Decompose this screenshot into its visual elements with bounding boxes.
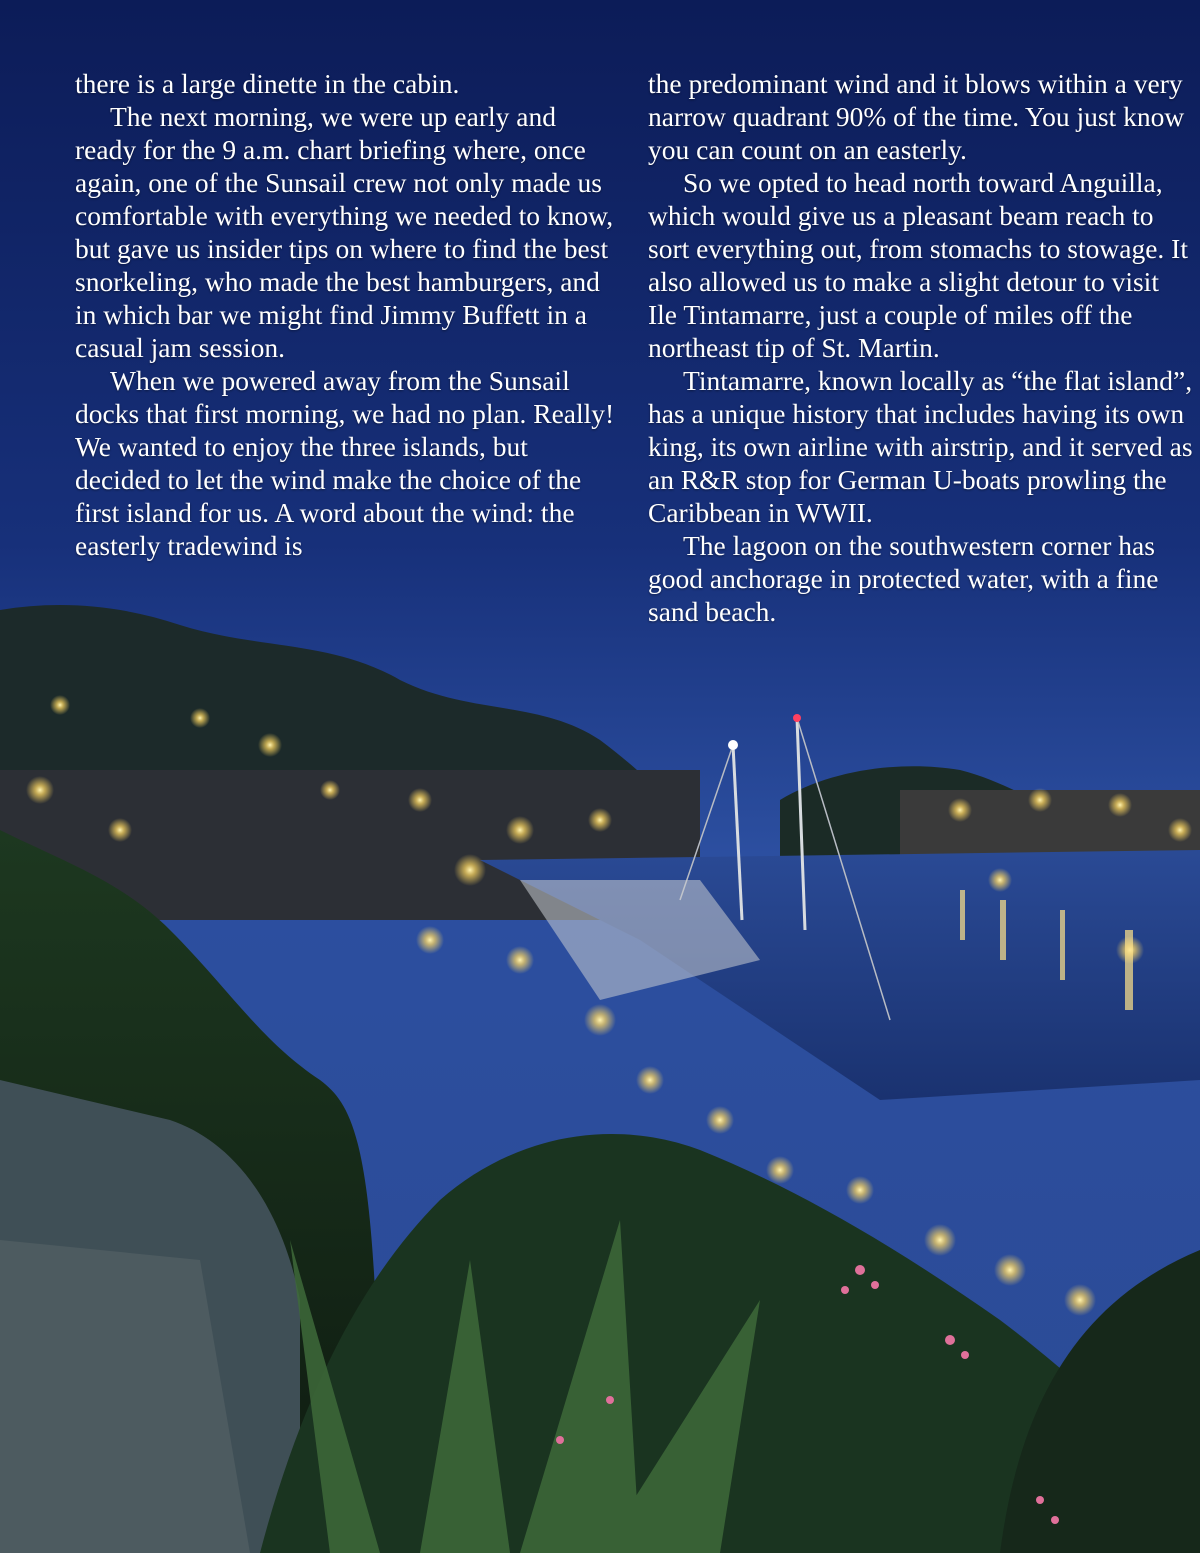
paragraph: The next morning, we were up early and ready for the 9 a.m. chart briefing where, once again, one of the Sunsail crew not only made us comfortable with everything we needed to know, but gave us insider tips on where to find the best snorkeling, who made the best hamburgers, and in which bar we might find Jimmy Buffett in a casual jam session. — [75, 101, 614, 363]
paragraph: So we opted to head north toward Anguilla, which would give us a pleasant beam reach to sort everything out, from stomachs to stowage. It also allowed us to make a slight detour to visit Ile Tintamarre, just a couple of miles off the northeast tip of St. Martin. — [648, 167, 1188, 363]
mast-light-red — [793, 714, 801, 722]
paragraph: the predominant wind and it blows within a very narrow quadrant 90% of the time. You just know you can count on an easterly. — [648, 68, 1185, 165]
paragraph: there is a large dinette in the cabin. — [75, 68, 460, 99]
mast-light-white — [728, 740, 738, 750]
paragraph: Tintamarre, known locally as “the flat island”, has a unique history that includes having its own king, its own airline with airstrip, and it served as an R&R stop for German U-boats prowling the Caribbean in WWII. — [648, 365, 1193, 528]
article-column-left — [75, 67, 620, 562]
paragraph: The lagoon on the southwestern corner has good anchorage in protected water, with a fine sand beach. — [648, 530, 1159, 627]
paragraph: When we powered away from the Sunsail docks that first morning, we had no plan. Really! We wanted to enjoy the three islands, but decided to let the wind make the choice of the first island for us. A word about the wind: the easterly tradewind is — [75, 365, 615, 561]
article-column-right — [648, 67, 1193, 628]
